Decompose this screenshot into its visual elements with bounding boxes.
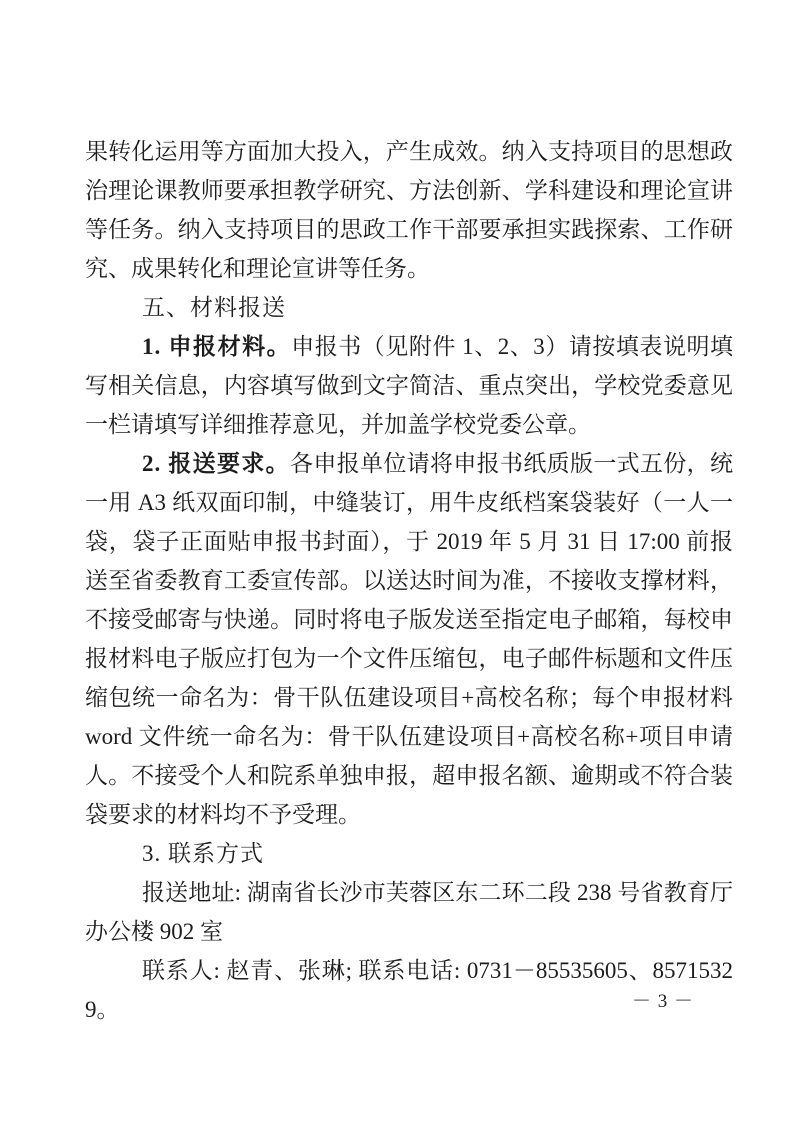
paragraph-contact-persons: 联系人: 赵青、张琳; 联系电话: 0731－85535605、85715329。 <box>85 958 733 1022</box>
page-number: － 3 － <box>631 991 694 1012</box>
section-heading-material-submission: 五、材料报送 <box>142 294 286 320</box>
document-body <box>85 132 733 1029</box>
paragraph-submission-address: 报送地址: 湖南省长沙市芙蓉区东二环二段 238 号省教育厅办公楼 902 室 <box>85 880 733 944</box>
item2-text: 各申报单位请将申报书纸质版一式五份，统一用 A3 纸双面印制，中缝装订，用牛皮纸档案袋装好（一人一袋，袋子正面贴申报书封面），于 2019 年 5 月 31 日 17:00 前报送至省委教育工委宣传部。以送达时间为准，不接收支撑材料，不接受邮寄与快递。同时将电子版发送至指定电子邮箱，每校申报材料电子版应打包为一个文件压缩包，电子邮件标题和文件压缩包统一命名为：骨干队伍建设项目+高校名称；每个申报材料 word 文件统一命名为：骨干队伍建设项目+高校名称+项目申请人。不接受个人和院系单独申报，超申报名额、逾期或不符合装袋要求的材料均不予受理。 <box>85 451 734 827</box>
paragraph-continuation: 果转化运用等方面加大投入，产生成效。纳入支持项目的思想政治理论课教师要承担教学研究、方法创新、学科建设和理论宣讲等任务。纳入支持项目的思政工作干部要承担实践探索、工作研究、成果转化和理论宣讲等任务。 <box>85 139 733 281</box>
item1-label: 1. 申报材料。 <box>142 334 292 359</box>
item1-text: 申报书（见附件 1、2、3）请按填表说明填写相关信息，内容填写做到文字简洁、重点突出，学校党委意见一栏请填写详细推荐意见，并加盖学校党委公章。 <box>85 334 734 437</box>
paragraph-item2-submission-requirements <box>85 444 733 834</box>
paragraph-item1-application-materials <box>85 327 733 444</box>
item3-heading-contact-info: 3. 联系方式 <box>142 841 264 866</box>
item2-label: 2. 报送要求。 <box>142 451 290 476</box>
